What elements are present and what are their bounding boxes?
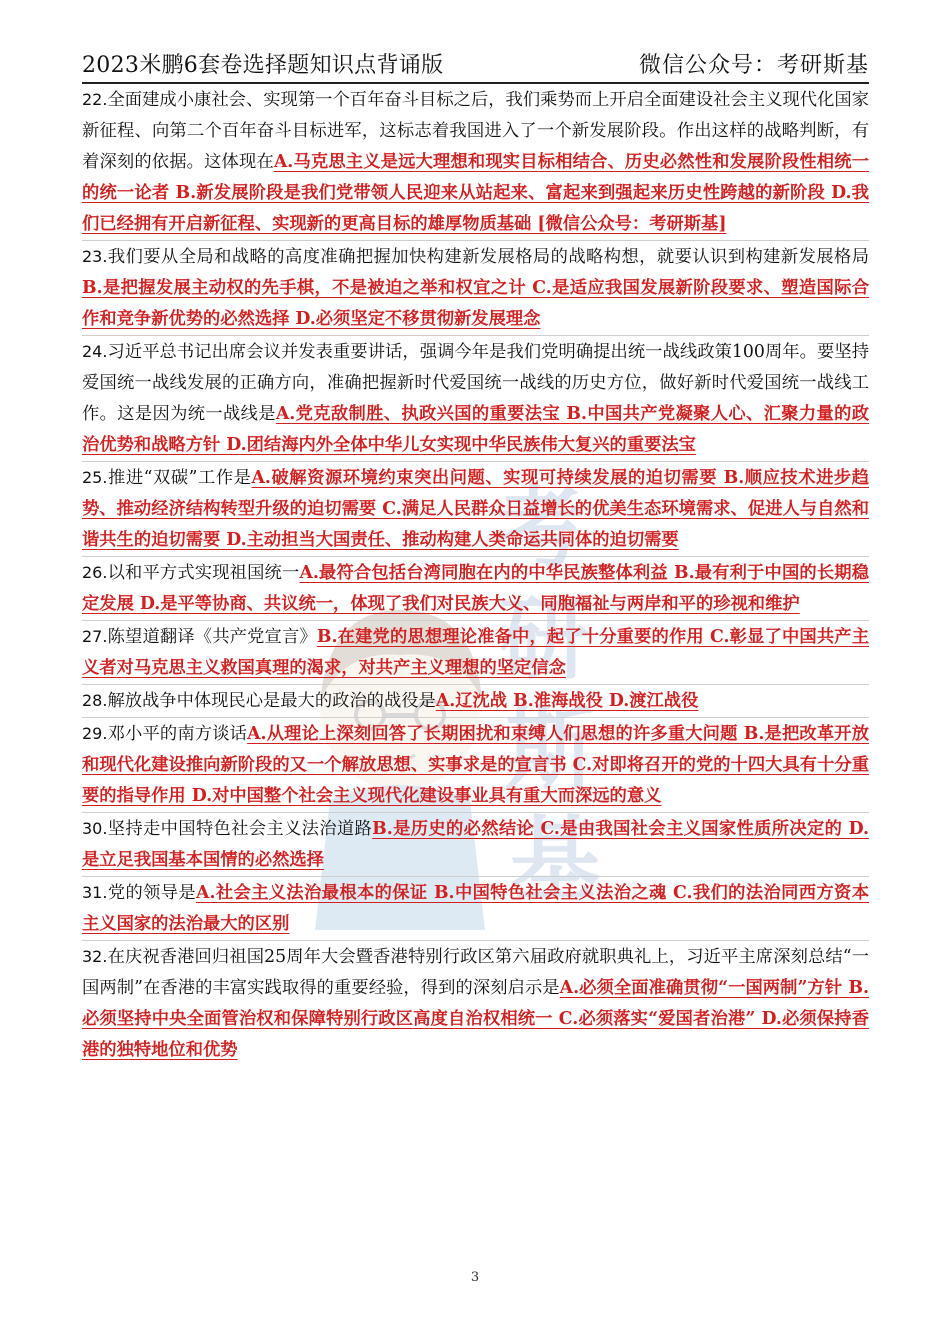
question-stem: 党的领导是 — [107, 883, 197, 903]
question-22 — [82, 84, 869, 240]
question-number: 25. — [82, 468, 108, 487]
question-stem: 习近平总书记出席会议并发表重要讲话，强调今年是我们党明确提出统一战线政策100周年。要坚持爱国统一战线发展的正确方向，准确把握新时代爱国统一战线的历史方位，做好新时代爱国统一战线工作。这是因为统一战线是 — [82, 342, 869, 424]
question-28 — [82, 684, 869, 717]
question-list — [82, 84, 869, 1066]
answer-text: B.是把握发展主动权的先手棋，不是被迫之举和权宜之计 C.是适应我国发展新阶段要求、塑造国际合作和竞争新优势的必然选择 D.必须坚定不移贯彻新发展理念 — [82, 278, 869, 329]
question-stem: 推进“双碳”工作是 — [107, 468, 252, 488]
watermark-char-1: 考 — [495, 476, 585, 582]
question-23 — [82, 240, 869, 335]
page-header — [82, 46, 869, 84]
answer-text: A.破解资源环境约束突出问题、实现可持续发展的迫切需要 B.顺应技术进步趋势、推动经济结构转型升级的迫切需要 C.满足人民群众日益增长的优美生态环境需求、促进人与自然和谐共生的迫切需要 D.主动担当大国责任、推动构建人类命运共同体的迫切需要 — [82, 468, 869, 550]
question-stem: 坚持走中国特色社会主义法治道路 — [107, 819, 373, 839]
question-number: 30. — [82, 819, 108, 838]
answer-text: A.辽沈战 B.淮海战役 D.渡江战役 — [435, 691, 699, 711]
question-number: 32. — [82, 947, 108, 966]
question-number: 28. — [82, 691, 108, 710]
question-stem: 解放战争中体现民心是最大的政治的战役是 — [107, 691, 436, 711]
question-27 — [82, 620, 869, 684]
question-stem: 邓小平的南方谈话 — [107, 724, 248, 744]
question-stem: 以和平方式实现祖国统一 — [107, 563, 300, 583]
answer-text: A.最符合包括台湾同胞在内的中华民族整体利益 B.最有利于中国的长期稳定发展 D.是平等协商、共议统一，体现了我们对民族大义、同胞福祉与两岸和平的珍视和维护 — [82, 563, 869, 614]
question-stem: 在庆祝香港回归祖国25周年大会暨香港特别行政区第六届政府就职典礼上，习近平主席深刻总结“一国两制”在香港的丰富实践取得的重要经验，得到的深刻启示是 — [82, 947, 869, 998]
answer-text: B.在建党的思想理论准备中，起了十分重要的作用 C.彰显了中国共产主义者对马克思主义救国真理的渴求，对共产主义理想的坚定信念 — [82, 627, 869, 678]
answer-text: A.社会主义法治最根本的保证 B.中国特色社会主义法治之魂 C.我们的法治同西方资本主义国家的法治最大的区别 — [82, 883, 869, 934]
answer-text: B.是历史的必然结论 C.是由我国社会主义国家性质所决定的 D.是立足我国基本国情的必然选择 — [82, 819, 869, 870]
question-number: 26. — [82, 563, 108, 582]
question-stem: 我们要从全局和战略的高度准确把握加快构建新发展格局的战略构想，就要认识到构建新发展格局 — [107, 247, 869, 267]
watermark-char-2: 研 — [500, 586, 590, 692]
question-32 — [82, 940, 869, 1066]
answer-text: A.党克敌制胜、执政兴国的重要法宝 B.中国共产党凝聚人心、汇聚力量的政治优势和战略方针 D.团结海内外全体中华儿女实现中华民族伟大复兴的重要法宝 — [82, 404, 869, 455]
question-number: 22. — [82, 90, 108, 109]
question-24 — [82, 335, 869, 461]
document-title: 2023米鹏6套卷选择题知识点背诵版 — [82, 53, 444, 78]
question-25 — [82, 461, 869, 556]
question-stem: 全面建成小康社会、实现第一个百年奋斗目标之后，我们乘势而上开启全面建设社会主义现代化国家新征程、向第二个百年奋斗目标进军，这标志着我国进入了一个新发展阶段。作出这样的战略判断，有着深刻的依据。这体现在 — [82, 90, 869, 172]
question-number: 31. — [82, 883, 108, 902]
answer-text: A.必须全面准确贯彻“一国两制”方针 B.必须坚持中央全面管治权和保障特别行政区高度自治权相统一 C.必须落实“爱国者治港” D.必须保持香港的独特地位和优势 — [82, 978, 869, 1060]
question-26 — [82, 556, 869, 620]
question-31 — [82, 876, 869, 940]
page-number: 3 — [470, 1270, 480, 1285]
question-number: 23. — [82, 247, 108, 266]
question-29 — [82, 717, 869, 812]
watermark-char-3: 斯 — [505, 696, 595, 802]
question-number: 27. — [82, 627, 108, 646]
question-number: 29. — [82, 724, 108, 743]
question-number: 24. — [82, 342, 108, 361]
answer-text: A.从理论上深刻回答了长期困扰和束缚人们思想的许多重大问题 B.是把改革开放和现代化建设推向新阶段的又一个解放思想、实事求是的宣言书 C.对即将召开的党的十四大具有十分重要的指导作用 D.对中国整个社会主义现代化建设事业具有重大而深远的意义 — [82, 724, 869, 806]
watermark-char-4: 基 — [510, 806, 600, 912]
question-stem: 陈望道翻译《共产党宣言》 — [107, 627, 317, 647]
answer-text: A.马克思主义是远大理想和现实目标相结合、历史必然性和发展阶段性相统一的统一论者 B.新发展阶段是我们党带领人民迎来从站起来、富起来到强起来历史性跨越的新阶段 D.我们已经拥有开启新征程、实现新的更高目标的雄厚物质基础 [微信公众号：考研斯基] — [82, 152, 869, 234]
wechat-account-label: 微信公众号：考研斯基 — [638, 53, 869, 78]
question-30 — [82, 812, 869, 876]
